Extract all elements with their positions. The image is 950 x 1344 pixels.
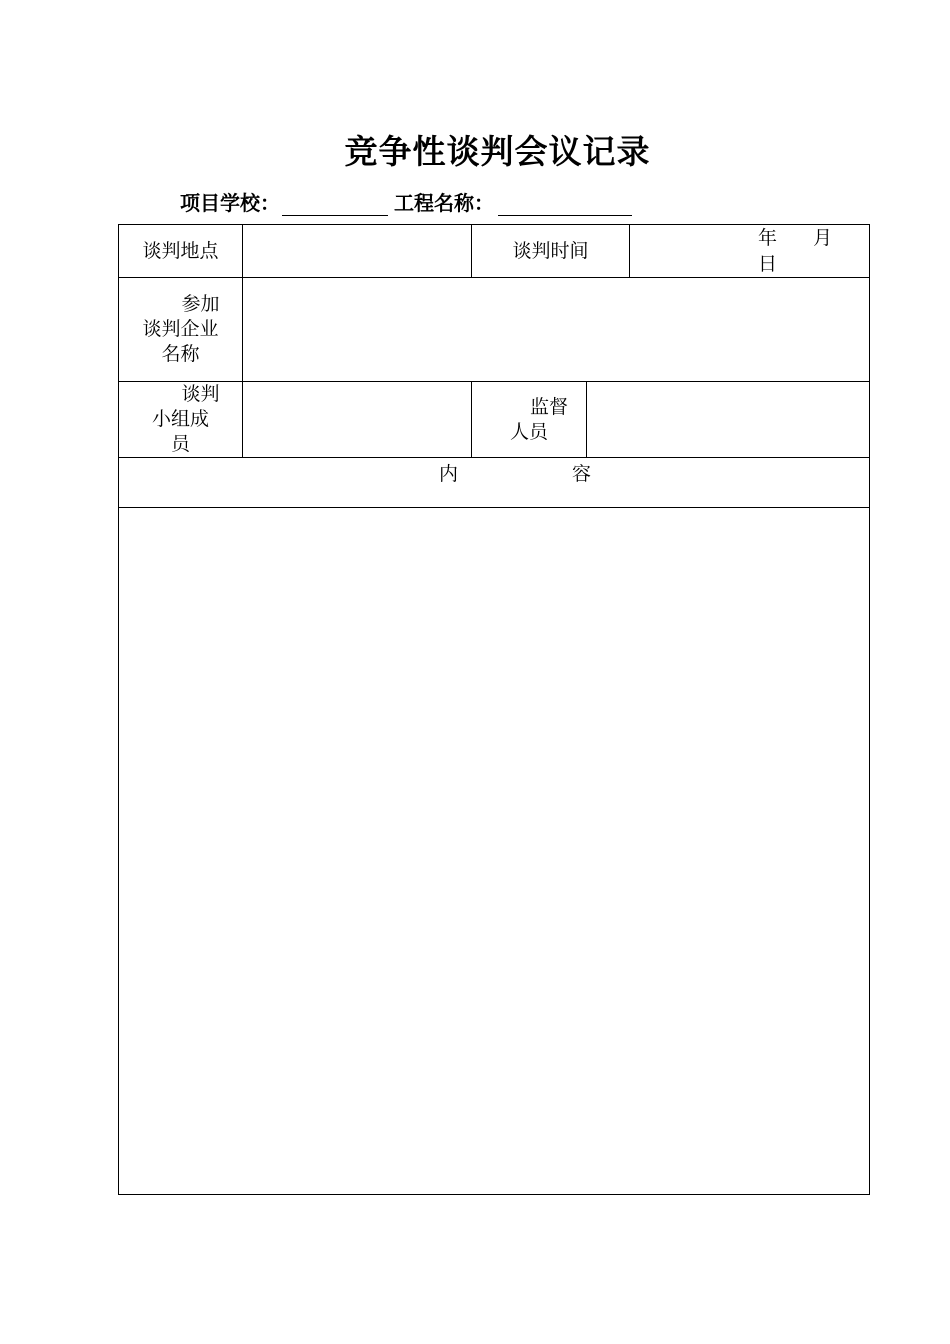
companies-label-cell (119, 278, 243, 382)
document-title: 竞争性谈判会议记录 (344, 132, 651, 171)
companies-value-cell[interactable] (243, 278, 870, 382)
supervisor-value-cell[interactable] (587, 382, 870, 458)
school-blank-field[interactable] (282, 191, 388, 216)
members-value-cell[interactable] (243, 382, 472, 458)
content-body-cell[interactable] (119, 508, 870, 1195)
companies-label-line-3: 名称 (161, 343, 200, 365)
companies-label-line-1: 参加 (181, 293, 220, 315)
members-label-line-1: 谈判 (181, 383, 220, 405)
project-label: 工程名称： (394, 191, 494, 215)
content-label-2: 容 (572, 463, 592, 485)
date-placeholder (630, 225, 869, 277)
date-day: 日 (758, 253, 778, 275)
members-label-line-2: 小组成 (151, 408, 209, 430)
content-label-1: 内 (439, 463, 459, 485)
time-label-cell (472, 225, 630, 278)
location-label: 谈判地点 (142, 239, 219, 262)
row-content-header (119, 458, 870, 508)
row-content-body (119, 508, 870, 1195)
time-value-cell[interactable] (630, 225, 870, 278)
header-line (180, 187, 632, 216)
record-form-table (118, 224, 870, 1195)
companies-label-line-2: 谈判企业 (142, 318, 219, 340)
school-label: 项目学校： (180, 191, 280, 215)
time-label: 谈判时间 (512, 239, 589, 262)
supervisor-label-cell (472, 382, 587, 458)
members-label-cell (119, 382, 243, 458)
row-members-supervisor (119, 382, 870, 458)
date-month: 月 (813, 227, 833, 249)
members-label-line-3: 员 (170, 433, 190, 455)
supervisor-label-line-1: 监督 (529, 395, 568, 418)
row-location-time (119, 225, 870, 278)
supervisor-label-line-2: 人员 (509, 420, 548, 443)
location-label-cell (119, 225, 243, 278)
location-value-cell[interactable] (243, 225, 472, 278)
row-companies (119, 278, 870, 382)
content-header-cell (119, 458, 870, 508)
project-blank-field[interactable] (498, 191, 632, 216)
date-year: 年 (758, 227, 778, 249)
